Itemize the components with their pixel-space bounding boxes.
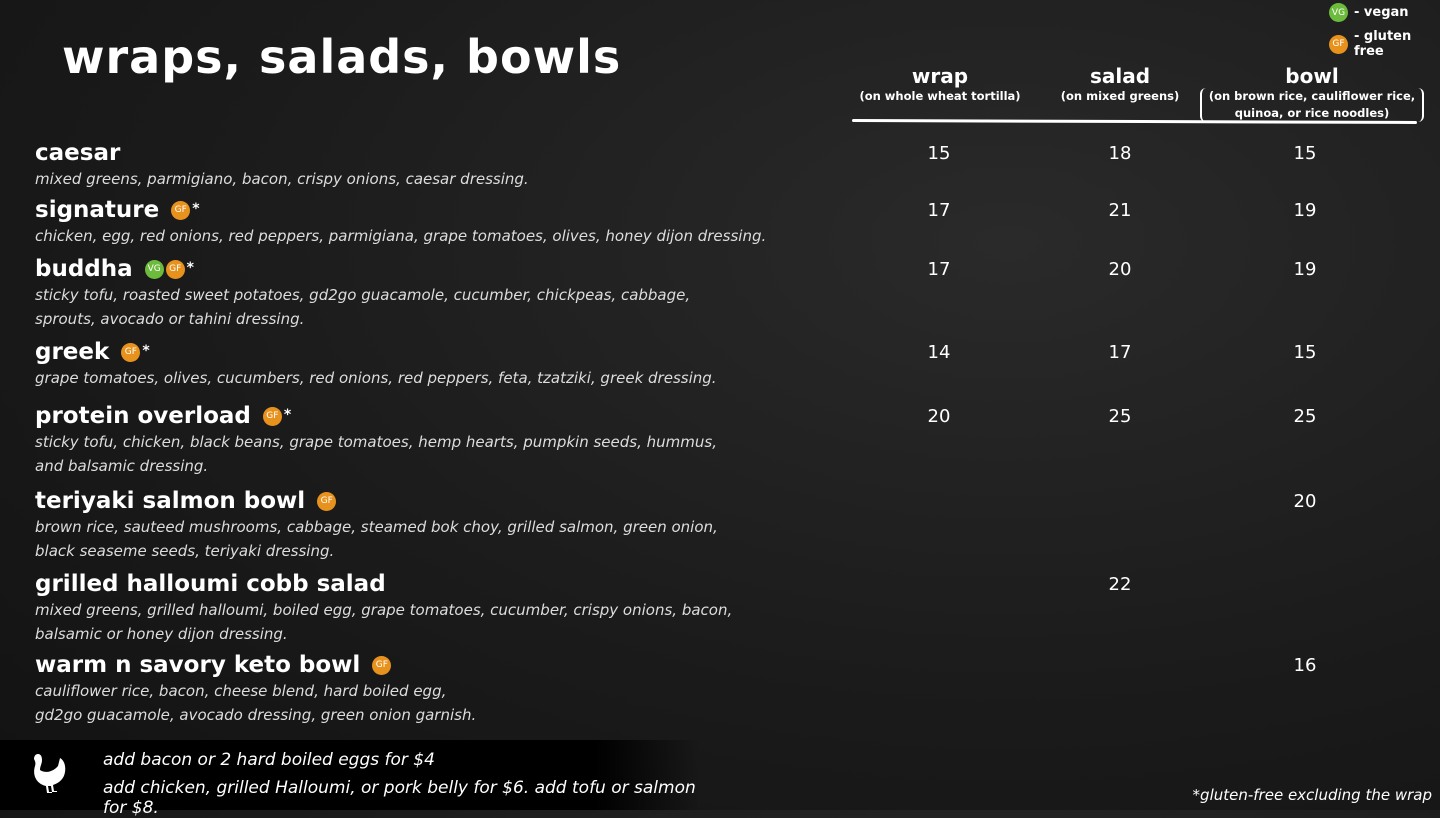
gluten-free-badge-icon: GF xyxy=(171,201,190,220)
column-header-bowl xyxy=(1200,64,1424,122)
price-salad: 21 xyxy=(1108,200,1132,221)
chicken-icon xyxy=(30,750,70,798)
addon-line: add bacon or 2 hard boiled eggs for $4 xyxy=(103,750,435,770)
price-wrap: 17 xyxy=(927,259,951,280)
column-name: wrap xyxy=(911,64,969,88)
price-bowl: 19 xyxy=(1293,259,1317,280)
column-name: bowl xyxy=(1285,64,1339,88)
price-bowl: 16 xyxy=(1293,655,1317,676)
asterisk: * xyxy=(192,200,200,217)
item-name: greek xyxy=(35,339,110,365)
column-sub: (on whole wheat tortilla) xyxy=(859,89,1021,103)
price-bowl: 20 xyxy=(1293,491,1317,512)
menu-item xyxy=(35,487,795,563)
asterisk: * xyxy=(283,406,292,423)
item-description: brown rice, sauteed mushrooms, cabbage, steamed bok choy, grilled salmon, green onion, black seaseme seeds, teriyaki dressing. xyxy=(35,518,718,560)
price-salad: 22 xyxy=(1108,574,1132,595)
vegan-badge-icon: VG xyxy=(1329,3,1348,22)
item-name: buddha xyxy=(35,256,133,282)
asterisk: * xyxy=(142,342,150,359)
gluten-free-badge-icon: GF xyxy=(1329,35,1348,54)
asterisk: * xyxy=(186,259,194,276)
column-header-wrap xyxy=(840,64,1040,105)
price-wrap: 17 xyxy=(927,200,951,221)
menu-item xyxy=(35,338,795,390)
price-bowl: 19 xyxy=(1293,200,1317,221)
gluten-free-badge-icon: GF xyxy=(166,260,185,279)
gluten-free-badge-icon: GF xyxy=(121,343,140,362)
legend-gluten-free-label: - gluten free xyxy=(1354,29,1412,59)
menu-item xyxy=(35,651,795,727)
price-wrap: 14 xyxy=(927,342,951,363)
footnote: *gluten-free excluding the wrap xyxy=(1192,786,1432,804)
addon-line: add chicken, grilled Halloumi, or pork belly for $6. add tofu or salmon for $8. xyxy=(103,778,696,818)
column-sub: (on mixed greens) xyxy=(1060,89,1180,103)
price-salad: 20 xyxy=(1108,259,1132,280)
price-salad: 17 xyxy=(1108,342,1132,363)
item-description: chicken, egg, red onions, red peppers, parmigiana, grape tomatoes, olives, honey dijon dressing. xyxy=(35,227,767,245)
price-bowl: 25 xyxy=(1293,406,1317,427)
price-salad: 25 xyxy=(1108,406,1132,427)
menu-item xyxy=(35,570,795,646)
menu-item xyxy=(35,196,795,248)
price-wrap: 15 xyxy=(927,143,951,164)
item-name: signature xyxy=(35,197,160,223)
item-description: sticky tofu, chicken, black beans, grape tomatoes, hemp hearts, pumpkin seeds, hummus, and balsamic dressing. xyxy=(35,433,717,475)
item-name: grilled halloumi cobb salad xyxy=(35,571,386,597)
price-wrap: 20 xyxy=(927,406,951,427)
price-bowl: 15 xyxy=(1293,143,1317,164)
item-name: caesar xyxy=(35,140,121,166)
gluten-free-badge-icon: GF xyxy=(263,407,282,426)
legend-vegan-label: - vegan xyxy=(1354,5,1409,20)
item-description: grape tomatoes, olives, cucumbers, red onions, red peppers, feta, tzatziki, greek dressing. xyxy=(35,369,717,387)
item-name: teriyaki salmon bowl xyxy=(35,488,306,514)
menu-item xyxy=(35,139,795,191)
gluten-free-badge-icon: GF xyxy=(372,656,391,675)
header-divider xyxy=(852,119,1417,124)
addons-bar xyxy=(0,740,700,818)
column-name: salad xyxy=(1089,64,1151,88)
gluten-free-badge-icon: GF xyxy=(317,492,336,511)
menu-item xyxy=(35,255,795,331)
legend-gluten-free xyxy=(1329,29,1436,59)
price-bowl: 15 xyxy=(1293,342,1317,363)
item-name: protein overload xyxy=(35,403,251,429)
menu-item xyxy=(35,402,795,478)
item-description: mixed greens, grilled halloumi, boiled egg, grape tomatoes, cucumber, crispy onions, bacon, balsamic or honey dijon dressing. xyxy=(35,601,733,643)
vegan-badge-icon: VG xyxy=(145,260,164,279)
column-header-salad xyxy=(1040,64,1200,105)
column-sub: (on brown rice, cauliflower rice, quinoa, or rice noodles) xyxy=(1200,88,1424,122)
item-name: warm n savory keto bowl xyxy=(35,652,361,678)
item-description: mixed greens, parmigiano, bacon, crispy onions, caesar dressing. xyxy=(35,170,529,188)
legend-vegan xyxy=(1329,3,1436,22)
item-description: sticky tofu, roasted sweet potatoes, gd2go guacamole, cucumber, chickpeas, cabbage, sprouts, avocado or tahini dressing. xyxy=(35,286,691,328)
page-title: wraps, salads, bowls xyxy=(62,30,622,84)
item-description: cauliflower rice, bacon, cheese blend, hard boiled egg, gd2go guacamole, avocado dressing, green onion garnish. xyxy=(35,682,477,724)
price-salad: 18 xyxy=(1108,143,1132,164)
